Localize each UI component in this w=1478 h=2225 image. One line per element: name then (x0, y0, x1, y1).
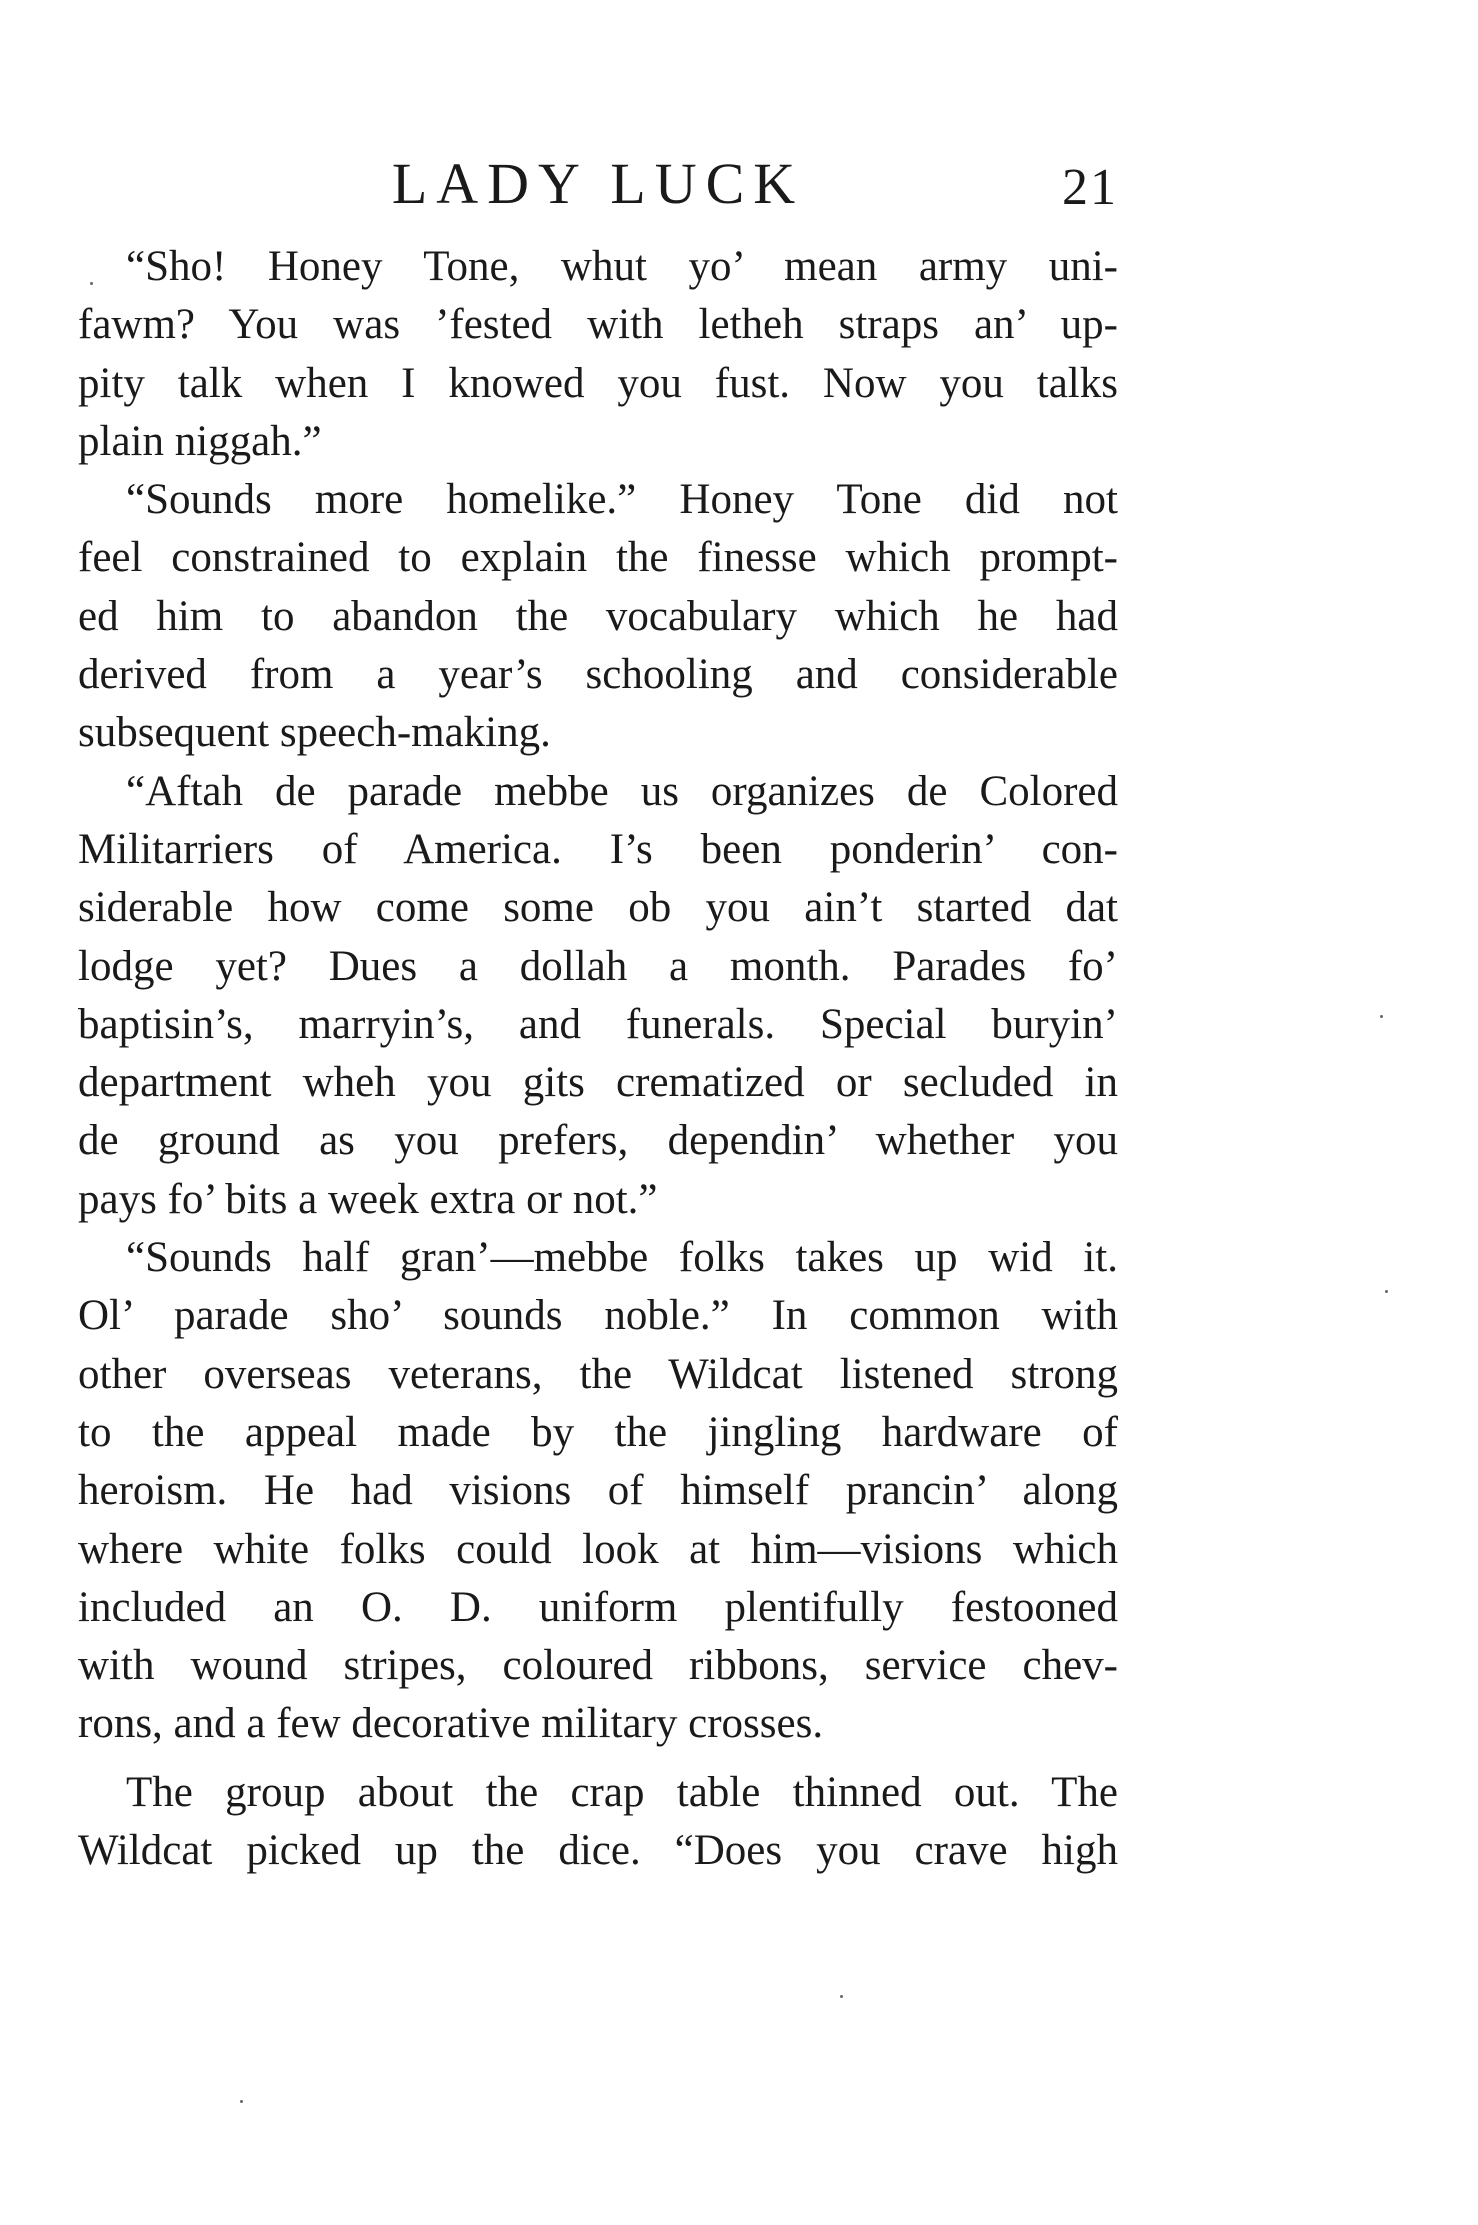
text-line: plain niggah.” (78, 417, 322, 465)
text-line: other overseas veterans, the Wildcat listened strong (78, 1350, 1118, 1398)
text-line: The group about the crap table thinned out. The (126, 1768, 1118, 1816)
text-line: baptisin’s, marryin’s, and funerals. Special buryin’ (78, 1000, 1118, 1048)
text-line: Ol’ parade sho’ sounds noble.” In common with (78, 1292, 1118, 1340)
text-line: subsequent speech-making. (78, 709, 551, 757)
text-line: Wildcat picked up the dice. “Does you crave high (78, 1827, 1118, 1875)
running-head (78, 150, 1118, 230)
page-number: 21 (1062, 159, 1118, 216)
running-title: LADY LUCK (391, 151, 805, 216)
text-line: “Aftah de parade mebbe us organizes de Colored (126, 767, 1118, 815)
print-speck (90, 282, 93, 285)
text-line: lodge yet? Dues a dollah a month. Parades fo’ (78, 942, 1118, 990)
text-line: de ground as you prefers, dependin’ whether you (78, 1117, 1118, 1165)
text-line: pity talk when I knowed you fust. Now you talks (78, 359, 1118, 407)
text-line: feel constrained to explain the finesse which prompt- (78, 534, 1118, 582)
text-line: ed him to abandon the vocabulary which he had (78, 592, 1118, 640)
print-speck (1380, 1015, 1383, 1018)
text-line: where white folks could look at him—visions which (78, 1525, 1118, 1573)
text-line: derived from a year’s schooling and considerable (78, 651, 1118, 699)
text-line: rons, and a few decorative military crosses. (78, 1700, 824, 1748)
text-line: “Sounds more homelike.” Honey Tone did not (126, 476, 1118, 524)
text-line: pays fo’ bits a week extra or not.” (78, 1175, 658, 1223)
text-line: heroism. He had visions of himself prancin’ along (78, 1467, 1118, 1515)
print-speck (240, 2100, 243, 2103)
print-speck (840, 1995, 843, 1998)
print-speck (1385, 1290, 1388, 1293)
text-line: siderable how come some ob you ain’t started dat (78, 884, 1118, 932)
text-line: included an O. D. uniform plentifully festooned (78, 1583, 1118, 1631)
text-line: fawm? You was ’fested with letheh straps an’ up- (78, 301, 1118, 349)
text-line: department wheh you gits crematized or secluded in (78, 1059, 1118, 1107)
text-line: Militarriers of America. I’s been ponderin’ con- (78, 825, 1118, 873)
body-text (78, 238, 1118, 1880)
text-line: with wound stripes, coloured ribbons, service chev- (78, 1642, 1118, 1690)
paragraph-gap (78, 1754, 1118, 1764)
text-line: to the appeal made by the jingling hardware of (78, 1408, 1118, 1456)
text-line: “Sho! Honey Tone, whut yo’ mean army uni- (126, 243, 1118, 290)
text-line: “Sounds half gran’—mebbe folks takes up wid it. (126, 1234, 1118, 1282)
